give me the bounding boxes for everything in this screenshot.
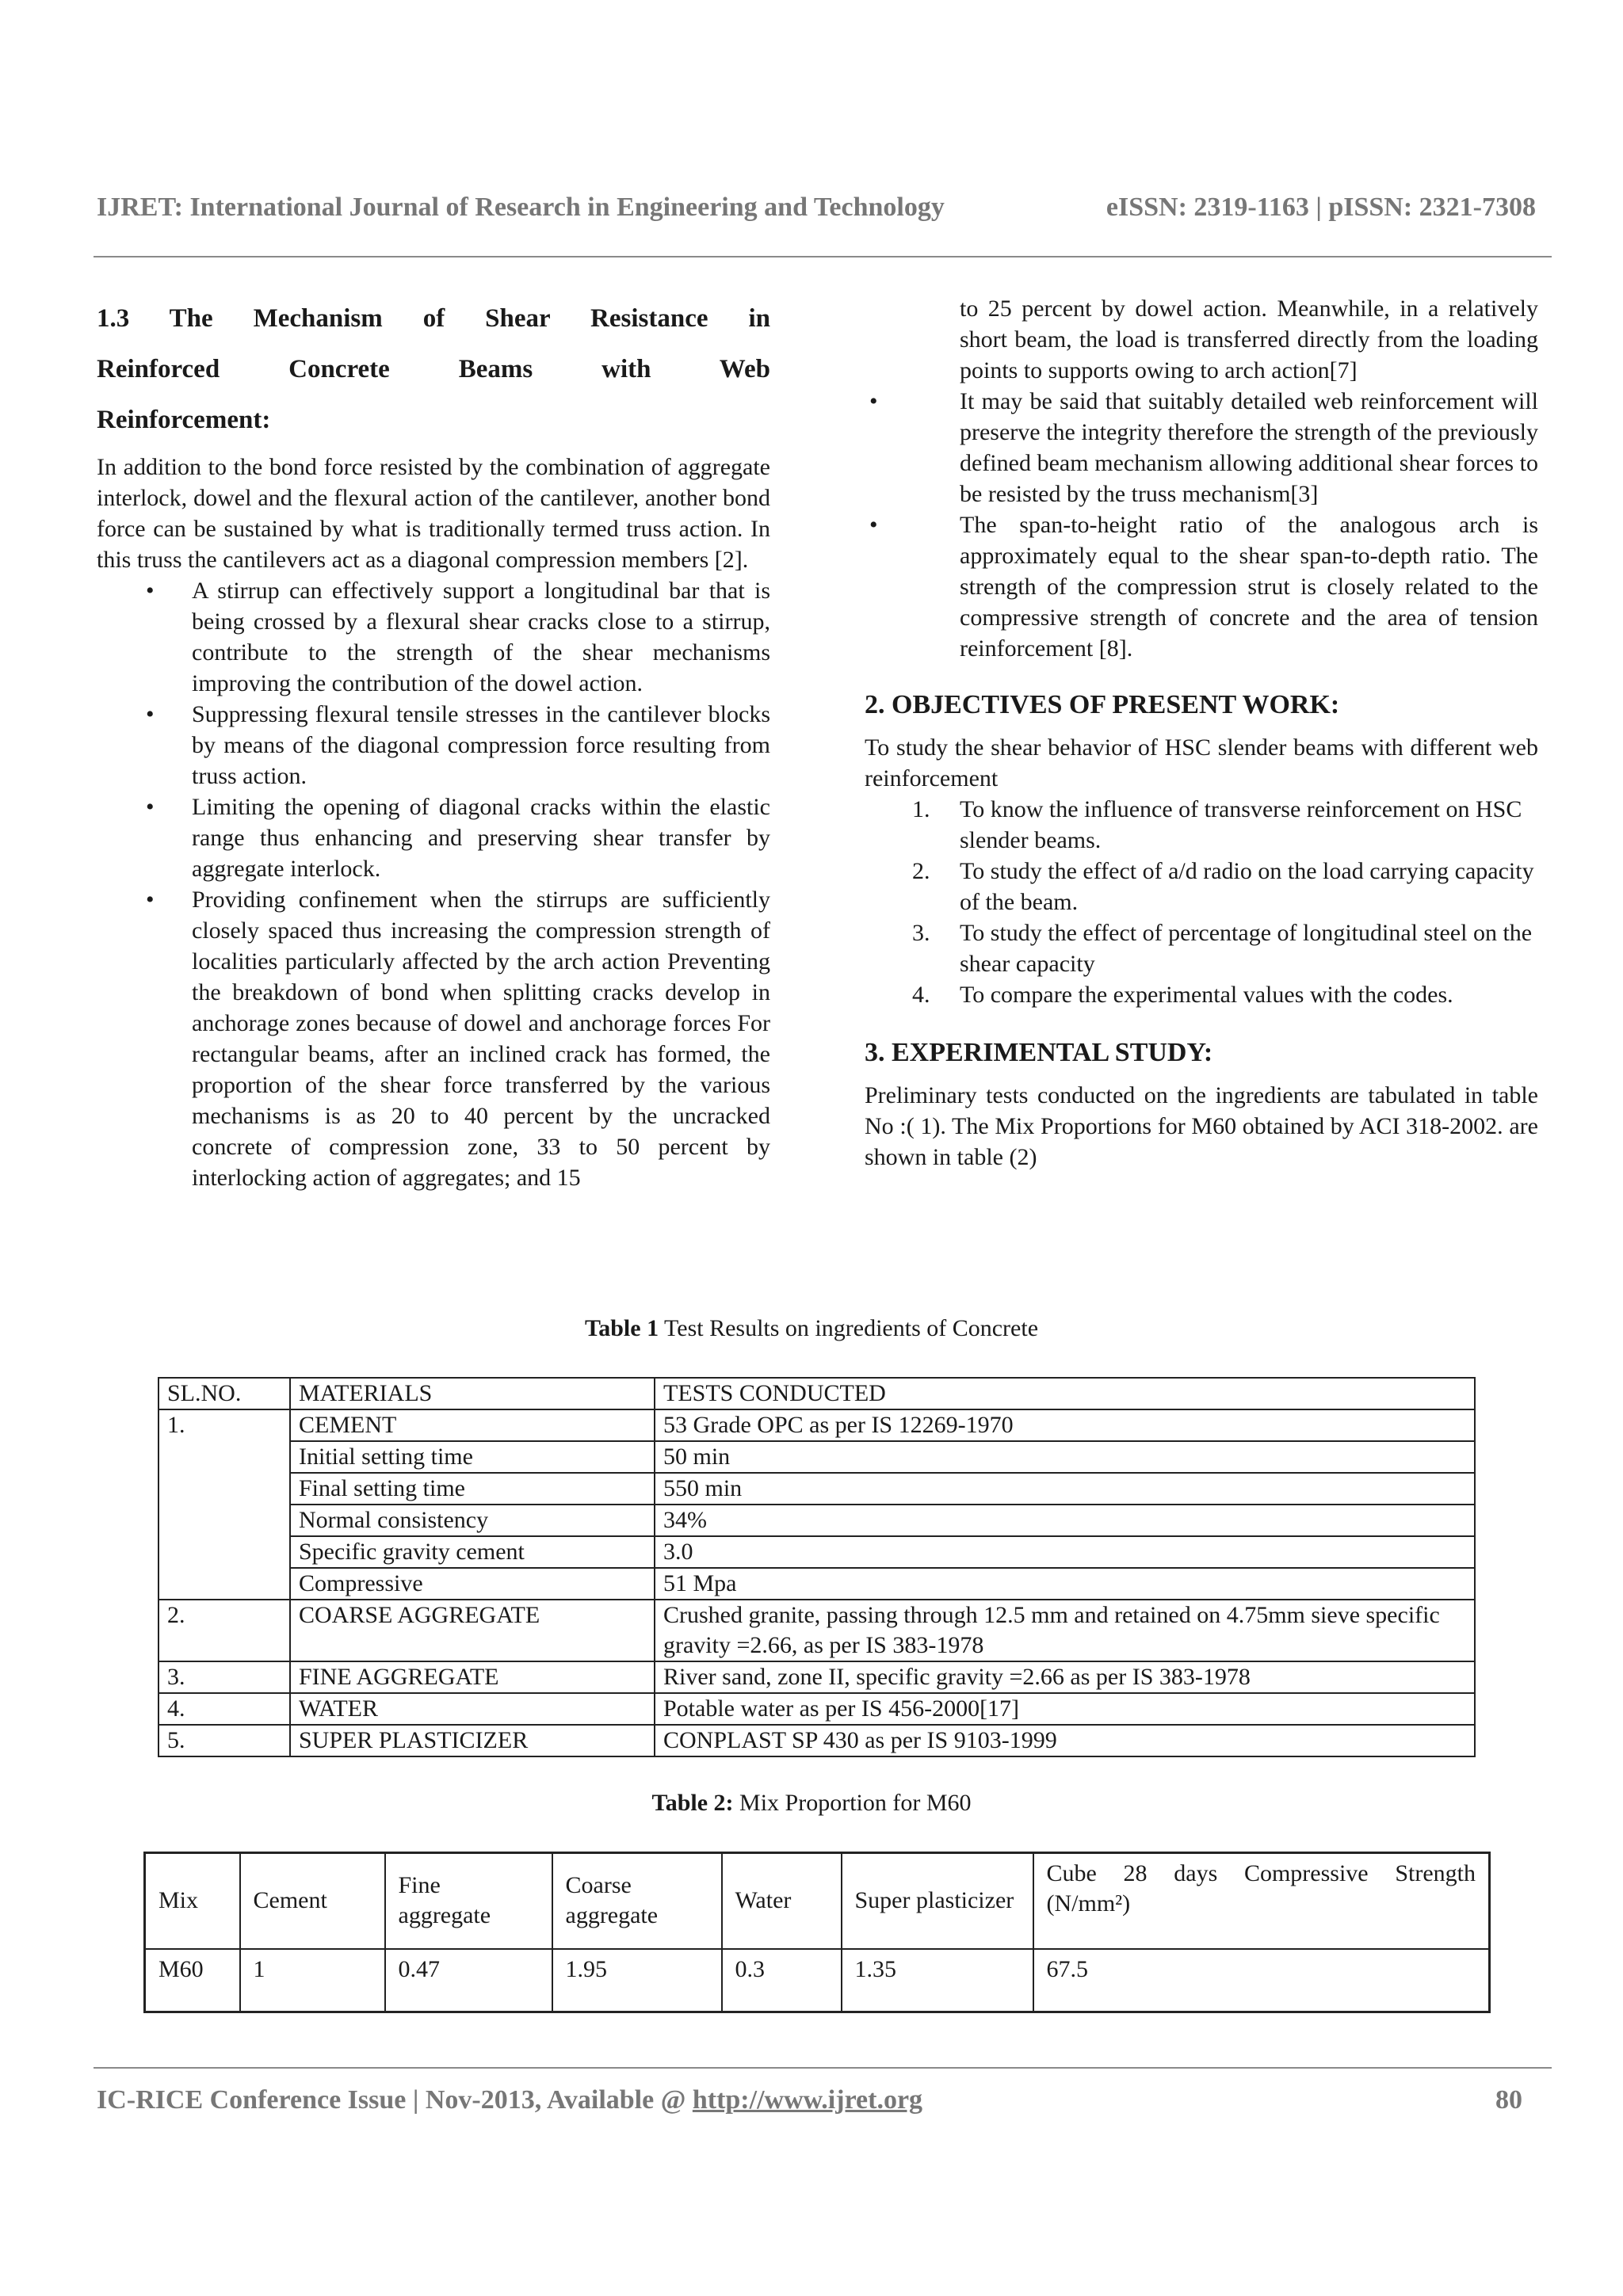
ingredients-test-table	[158, 1377, 1476, 1757]
right-column	[865, 293, 1538, 1173]
section-2-intro: To study the shear behavior of HSC slender beams with different web reinforcement	[865, 734, 1538, 791]
section-3-text: Preliminary tests conducted on the ingredients are tabulated in table No :( 1). The Mix Proportions for M60 obtained by ACI 318-2002. are shown in table (2)	[865, 1082, 1538, 1170]
table-row: Final setting time 550 min	[158, 1473, 1475, 1505]
continued-paragraph: to 25 percent by dowel action. Meanwhile, in a relatively short beam, the load is transferred directly from the loading points to supports owing to arch action[7]	[960, 296, 1538, 383]
page-number: 80	[1495, 2085, 1522, 2115]
header-divider	[94, 256, 1552, 257]
table-row: Specific gravity cement 3.0	[158, 1536, 1475, 1568]
list-item: • Providing confinement when the stirrups are sufficiently closely spaced thus increasing the compression strength of localities particularly affected by the arch action Preventing the breakdown of bond when splitting cracks develop in anchorage zones because of dowel and anchorage forces For rectangular beams, after an inclined crack has formed, the proportion of the shear force transferred by the various mechanisms is as 20 to 40 percent by the uncracked concrete of compression zone, 33 to 50 percent by interlocking action of aggregates; and 15	[97, 884, 770, 1193]
footer-divider	[94, 2067, 1552, 2069]
left-column	[97, 293, 770, 1193]
table-row: 3. FINE AGGREGATE River sand, zone II, specific gravity =2.66 as per IS 383-1978	[158, 1661, 1475, 1693]
section-1-3-heading-line-2: Reinforced Concrete Beams with Web	[97, 355, 770, 383]
section-2-heading: 2. OBJECTIVES OF PRESENT WORK:	[865, 690, 1340, 719]
footer-citation: IC-RICE Conference Issue | Nov-2013, Available @ http://www.ijret.org	[97, 2085, 923, 2115]
list-item: • The span-to-height ratio of the analogous arch is approximately equal to the shear span-to-depth ratio. The strength of the compression strut is closely related to the compressive strength of concrete and the area of tension reinforcement [8].	[865, 509, 1538, 664]
mix-proportion-table	[143, 1852, 1491, 2013]
section-1-3-intro: In addition to the bond force resisted by the combination of aggregate interlock, dowel and the flexural action of the cantilever, another bond force can be sustained by what is traditionally termed truss action. In this truss the cantilevers act as a diagonal compression members [2].	[97, 454, 770, 573]
table-header-row: Mix Cement Fine aggregate Coarse aggregate Water Super plasticizer Cube 28 days Compressive Strength (N/mm²)	[145, 1853, 1490, 1949]
list-item: 2. To study the effect of a/d radio on the load carrying capacity of the beam.	[912, 858, 1534, 915]
table-row: Normal consistency 34%	[158, 1505, 1475, 1536]
table-row: 5. SUPER PLASTICIZER CONPLAST SP 430 as per IS 9103-1999	[158, 1725, 1475, 1756]
section-1-3-heading-line-3: Reinforcement:	[97, 406, 271, 434]
running-header	[97, 193, 1536, 223]
list-item: • Suppressing flexural tensile stresses in the cantilever blocks by means of the diagonal compression force resulting from truss action.	[97, 699, 770, 791]
list-item: • It may be said that suitably detailed web reinforcement will preserve the integrity therefore the strength of the previously defined beam mechanism allowing additional shear forces to be resisted by the truss mechanism[3]	[865, 386, 1538, 509]
journal-link[interactable]: http://www.ijret.org	[692, 2085, 923, 2115]
list-item: • A stirrup can effectively support a longitudinal bar that is being crossed by a flexural shear cracks close to a stirrup, contribute to the strength of the shear mechanisms improving the contribution of the dowel action.	[97, 575, 770, 699]
section-3-heading: 3. EXPERIMENTAL STUDY:	[865, 1038, 1213, 1067]
mechanism-bullet-list-continued	[865, 386, 1538, 664]
table-header-row: SL.NO. MATERIALS TESTS CONDUCTED	[158, 1378, 1475, 1409]
issn-info: eISSN: 2319-1163 | pISSN: 2321-7308	[1106, 193, 1536, 222]
table-1-caption: Table 1 Test Results on ingredients of Concrete	[584, 1315, 1039, 1341]
list-item: 1. To know the influence of transverse reinforcement on HSC slender beams.	[912, 796, 1522, 853]
objectives-list	[865, 794, 1538, 1010]
mechanism-bullet-list	[97, 575, 770, 1193]
table-row: M60 1 0.47 1.95 0.3 1.35 67.5	[145, 1949, 1490, 2012]
table-row: Compressive 51 Mpa	[158, 1568, 1475, 1600]
list-item: 4. To compare the experimental values with the codes.	[912, 982, 1453, 1008]
table-row: 2. COARSE AGGREGATE Crushed granite, passing through 12.5 mm and retained on 4.75mm sieve specific gravity =2.66, as per IS 383-1978	[158, 1600, 1475, 1661]
table-row: 4. WATER Potable water as per IS 456-2000[17]	[158, 1693, 1475, 1725]
section-1-3-heading-line-1: 1.3 The Mechanism of Shear Resistance in	[97, 304, 770, 333]
table-row: 1. CEMENT 53 Grade OPC as per IS 12269-1970	[158, 1409, 1475, 1441]
list-item: 3. To study the effect of percentage of longitudinal steel on the shear capacity	[912, 920, 1533, 977]
list-item: • Limiting the opening of diagonal cracks within the elastic range thus enhancing and preserving shear transfer by aggregate interlock.	[97, 791, 770, 884]
table-2-caption: Table 2: Mix Proportion for M60	[651, 1790, 972, 1816]
journal-title: IJRET: International Journal of Research in Engineering and Technology	[97, 193, 945, 222]
table-row: Initial setting time 50 min	[158, 1441, 1475, 1473]
running-footer	[97, 2085, 1522, 2115]
